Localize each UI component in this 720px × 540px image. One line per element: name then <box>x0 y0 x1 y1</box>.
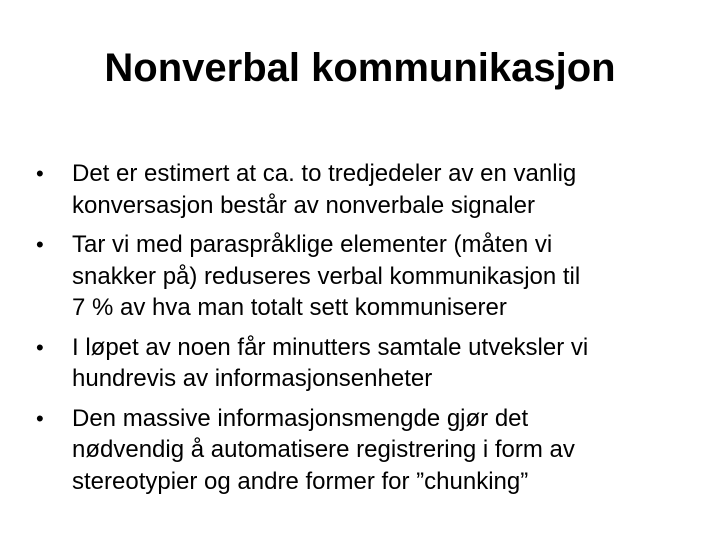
bullet-list <box>36 158 716 505</box>
bullet-text-line: stereotypier og andre former for ”chunking” <box>72 467 529 495</box>
bullet-icon: • <box>36 334 44 360</box>
slide-title: Nonverbal kommunikasjon <box>104 46 616 90</box>
bullet-item <box>36 332 716 395</box>
bullet-item <box>36 403 716 498</box>
bullet-text-line: 7 % av hva man totalt sett kommuniserer <box>72 294 507 321</box>
bullet-text-line: snakker på) reduseres verbal kommunikasjon til <box>72 262 581 290</box>
bullet-item <box>36 229 716 324</box>
bullet-text-line: konversasjon består av nonverbale signaler <box>72 191 535 219</box>
bullet-item <box>36 158 716 221</box>
bullet-icon: • <box>36 405 44 431</box>
bullet-text-line: Det er estimert at ca. to tredjedeler av en vanlig <box>72 160 577 187</box>
bullet-text-line: I løpet av noen får minutters samtale utveksler vi <box>72 333 589 361</box>
bullet-text-line: Den massive informasjonsmengde gjør det <box>72 404 529 432</box>
bullet-icon: • <box>36 232 44 257</box>
bullet-text-line: Tar vi med paraspråklige elementer (måten vi <box>72 231 553 258</box>
bullet-text-line: hundrevis av informasjonsenheter <box>72 365 433 392</box>
bullet-text-line: nødvendig å automatisere registrering i form av <box>72 436 575 463</box>
bullet-icon: • <box>36 161 44 186</box>
